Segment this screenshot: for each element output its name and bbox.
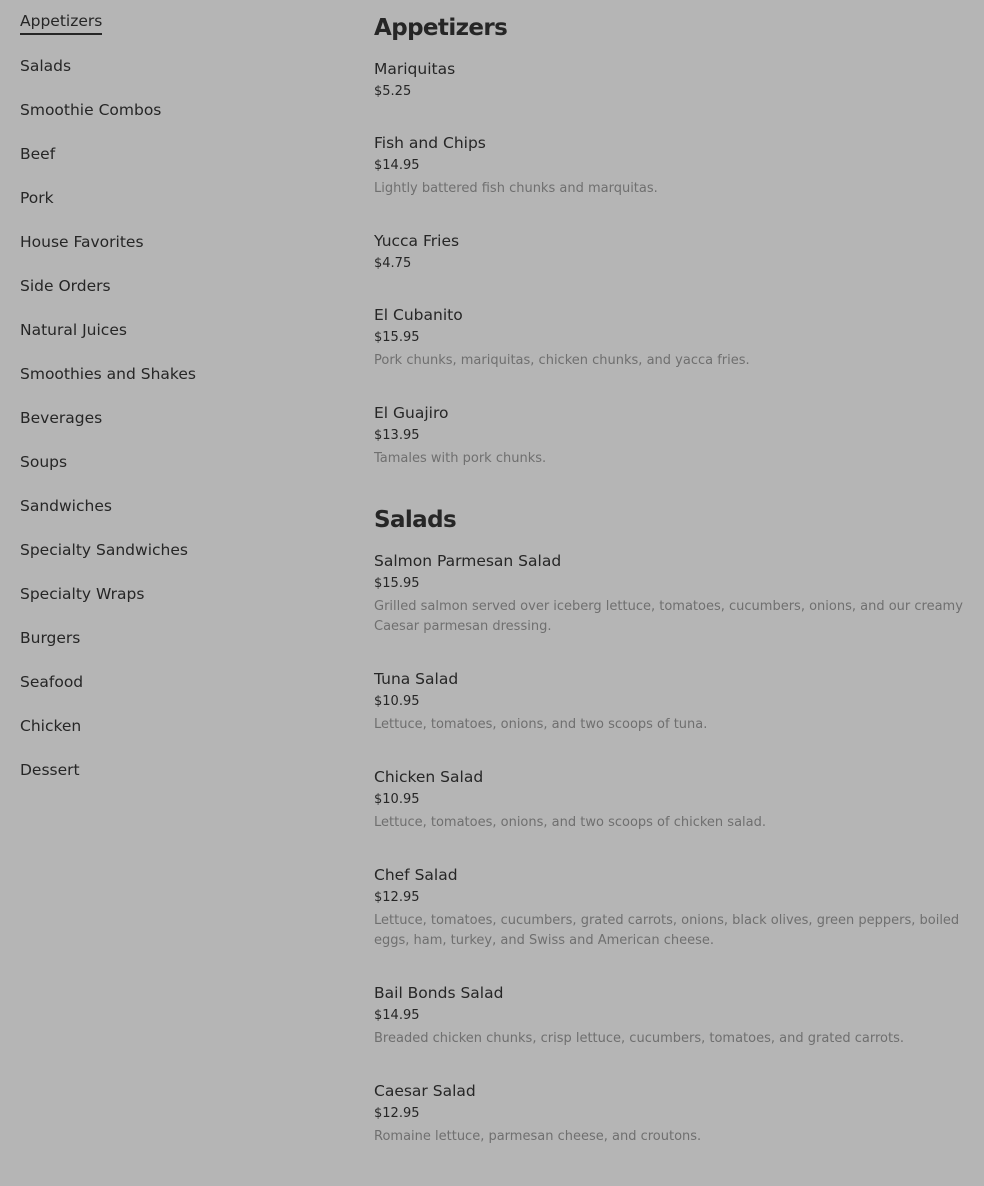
- sidebar-row: [20, 408, 340, 452]
- sidebar-item-house-favorites[interactable]: House Favorites: [20, 233, 144, 251]
- menu-item[interactable]: [374, 132, 964, 199]
- menu-item-description: Tamales with pork chunks.: [374, 451, 547, 466]
- menu-item-price: $12.95: [374, 890, 420, 905]
- menu-item[interactable]: [374, 304, 964, 371]
- menu-item-name: Caesar Salad: [374, 1082, 476, 1100]
- sidebar-row: [20, 672, 340, 716]
- menu-item-description: Lettuce, tomatoes, cucumbers, grated carrots, onions, black olives, green peppers, boiled eggs, ham, turkey, and Swiss and American cheese.: [374, 913, 960, 948]
- menu-item-name: Chicken Salad: [374, 768, 484, 786]
- menu-content: [374, 13, 964, 1183]
- menu-item[interactable]: [374, 402, 964, 469]
- menu-section-salads: [374, 505, 964, 1147]
- sidebar-item-burgers[interactable]: Burgers: [20, 629, 81, 647]
- sidebar-row: [20, 540, 340, 584]
- sidebar-item-seafood[interactable]: Seafood: [20, 673, 84, 691]
- menu-item-price: $15.95: [374, 576, 420, 591]
- sidebar-row: [20, 144, 340, 188]
- menu-item[interactable]: [374, 230, 964, 273]
- menu-item-price: $10.95: [374, 694, 420, 709]
- menu-item-name: Bail Bonds Salad: [374, 984, 504, 1002]
- sidebar-item-side-orders[interactable]: Side Orders: [20, 277, 111, 295]
- menu-item-description: Lettuce, tomatoes, onions, and two scoops of chicken salad.: [374, 815, 766, 830]
- sidebar-row: [20, 496, 340, 540]
- sidebar-row: [20, 760, 340, 804]
- sidebar-row: [20, 716, 340, 760]
- sidebar-row: [20, 628, 340, 672]
- section-title: Appetizers: [374, 15, 508, 41]
- sidebar-item-salads[interactable]: Salads: [20, 57, 72, 75]
- sidebar-item-sandwiches[interactable]: Sandwiches: [20, 497, 112, 515]
- menu-item-name: El Guajiro: [374, 404, 449, 422]
- sidebar-row: [20, 452, 340, 496]
- sidebar-row: [20, 320, 340, 364]
- sidebar-row: [20, 232, 340, 276]
- sidebar-row: [20, 276, 340, 320]
- sidebar-item-specialty-sandwiches[interactable]: Specialty Sandwiches: [20, 541, 188, 559]
- sidebar-row: [20, 584, 340, 628]
- menu-item-name: Yucca Fries: [374, 232, 460, 250]
- menu-item-description: Pork chunks, mariquitas, chicken chunks, and yacca fries.: [374, 353, 750, 368]
- menu-item-description: Romaine lettuce, parmesan cheese, and croutons.: [374, 1129, 702, 1144]
- menu-item-price: $4.75: [374, 256, 412, 271]
- sidebar-item-natural-juices[interactable]: Natural Juices: [20, 321, 127, 339]
- sidebar-item-soups[interactable]: Soups: [20, 453, 68, 471]
- menu-item-price: $14.95: [374, 1008, 420, 1023]
- menu-item-name: Tuna Salad: [374, 670, 459, 688]
- sidebar-item-smoothie-combos[interactable]: Smoothie Combos: [20, 101, 162, 119]
- sidebar-item-smoothies-and-shakes[interactable]: Smoothies and Shakes: [20, 365, 196, 383]
- menu-item[interactable]: [374, 982, 964, 1049]
- menu-item[interactable]: [374, 766, 964, 833]
- menu-item-price: $15.95: [374, 330, 420, 345]
- menu-item[interactable]: [374, 550, 964, 637]
- menu-item[interactable]: [374, 864, 964, 951]
- sidebar-item-beef[interactable]: Beef: [20, 145, 56, 163]
- sidebar-row: [20, 11, 340, 56]
- menu-item-name: Fish and Chips: [374, 134, 486, 152]
- sidebar-row: [20, 56, 340, 100]
- menu-section-appetizers: [374, 13, 964, 469]
- menu-item-name: Chef Salad: [374, 866, 458, 884]
- sidebar-row: [20, 364, 340, 408]
- menu-item[interactable]: [374, 668, 964, 735]
- sidebar-row: [20, 188, 340, 232]
- menu-item-name: Salmon Parmesan Salad: [374, 552, 562, 570]
- menu-item-price: $14.95: [374, 158, 420, 173]
- menu-item-price: $10.95: [374, 792, 420, 807]
- menu-item-price: $13.95: [374, 428, 420, 443]
- sidebar-item-specialty-wraps[interactable]: Specialty Wraps: [20, 585, 145, 603]
- sidebar-item-pork[interactable]: Pork: [20, 189, 54, 207]
- section-title: Salads: [374, 507, 457, 533]
- menu-item-name: Mariquitas: [374, 60, 456, 78]
- menu-item-description: Lightly battered fish chunks and marquitas.: [374, 181, 658, 196]
- menu-item-description: Breaded chicken chunks, crisp lettuce, cucumbers, tomatoes, and grated carrots.: [374, 1031, 905, 1046]
- menu-item-price: $12.95: [374, 1106, 420, 1121]
- sidebar-item-beverages[interactable]: Beverages: [20, 409, 103, 427]
- sidebar-item-appetizers[interactable]: Appetizers: [20, 11, 102, 35]
- sidebar-row: [20, 100, 340, 144]
- category-sidebar: [20, 11, 340, 804]
- menu-item-description: Grilled salmon served over iceberg lettuce, tomatoes, cucumbers, onions, and our creamy Caesar parmesan dressing.: [374, 599, 963, 634]
- menu-item-price: $5.25: [374, 84, 412, 99]
- menu-item-description: Lettuce, tomatoes, onions, and two scoops of tuna.: [374, 717, 708, 732]
- sidebar-item-chicken[interactable]: Chicken: [20, 717, 82, 735]
- menu-item-name: El Cubanito: [374, 306, 463, 324]
- sidebar-item-dessert[interactable]: Dessert: [20, 761, 80, 779]
- menu-item[interactable]: [374, 58, 964, 101]
- menu-item[interactable]: [374, 1080, 964, 1147]
